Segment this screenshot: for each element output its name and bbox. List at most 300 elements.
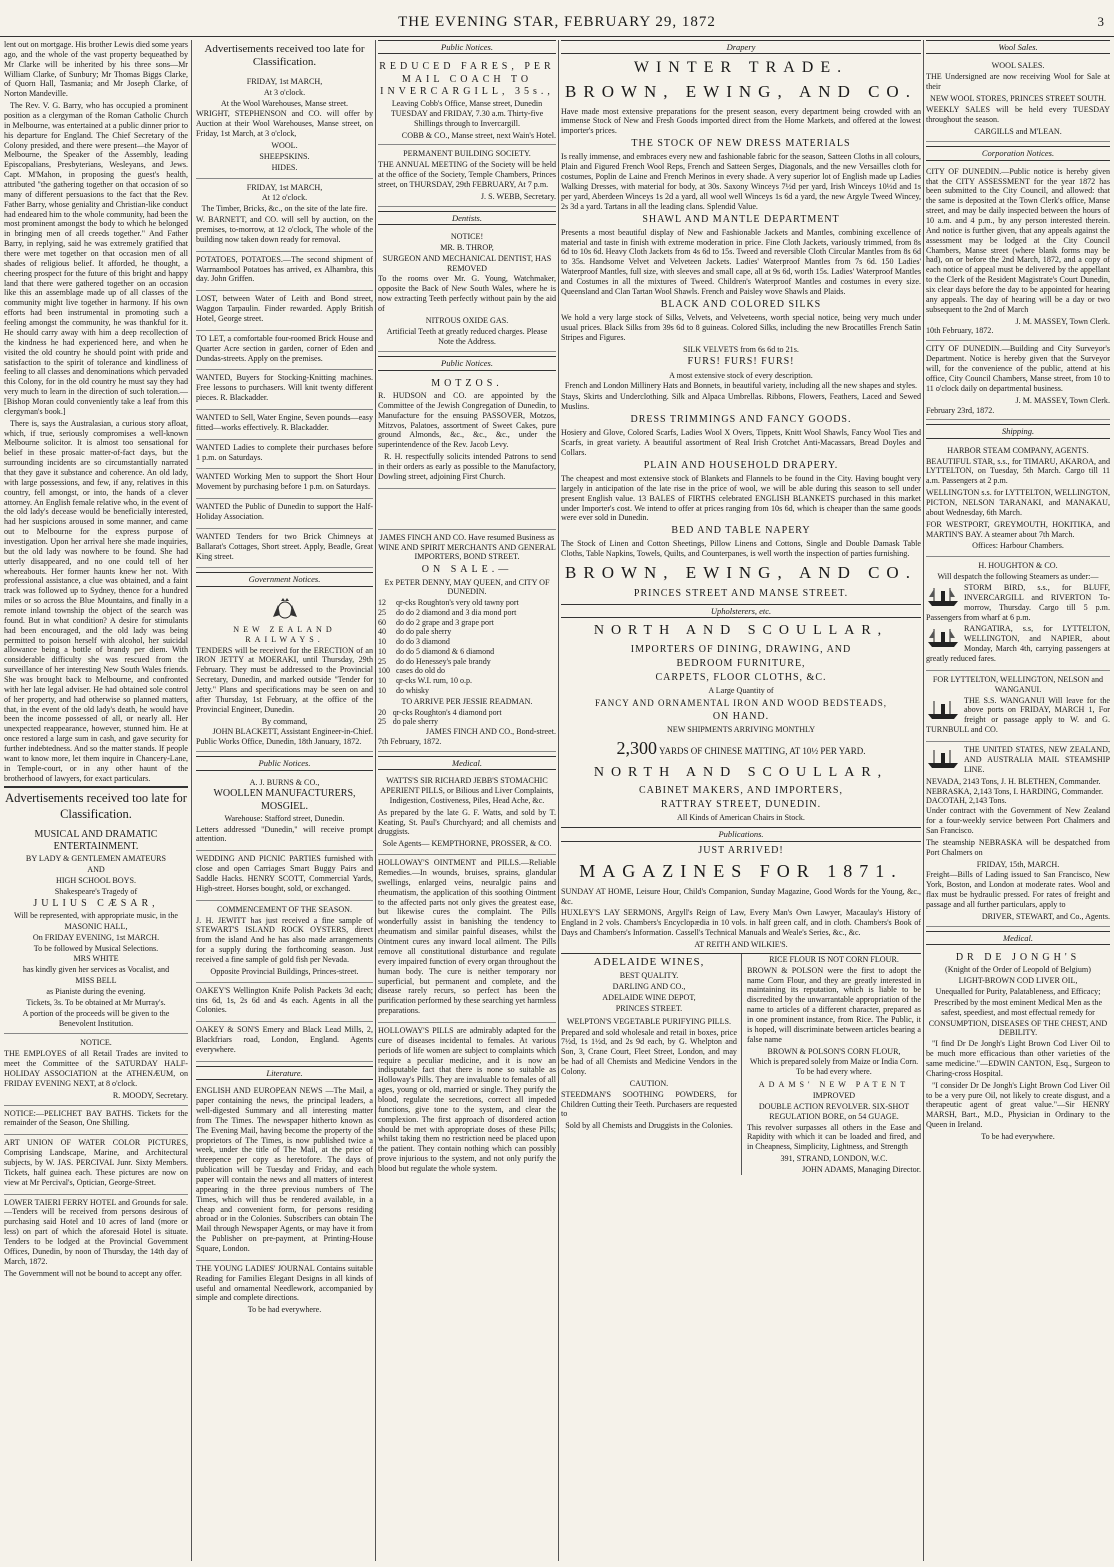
- steamship-icon: [926, 747, 960, 769]
- ad-text: To the rooms over Mr. G. Young, Watchmaker, opposite the Back of New South Wales, where he is now extracting Teeth perfectly without pain by the aid of: [378, 274, 556, 314]
- ad-line: Shakespeare's Tragedy of: [54, 886, 138, 896]
- steamship-icon: [926, 698, 960, 720]
- column-5: [926, 40, 1110, 1561]
- ad-text: SUNDAY AT HOME, Leisure Hour, Child's Companion, Sunday Magazine, Good Words for the Young, &c., &c.: [561, 886, 921, 906]
- ad-line: NITROUS OXIDE GAS.: [425, 315, 509, 325]
- classified-ad: [196, 440, 373, 470]
- ad-line: BROWN & POLSON'S CORN FLOUR,: [767, 1046, 901, 1056]
- ad-line: PRINCES STREET.: [615, 1003, 683, 1013]
- ad-subhead: DRESS TRIMMINGS AND FANCY GOODS.: [630, 413, 852, 425]
- classified-ad: [196, 252, 373, 292]
- column-rule: [923, 40, 924, 1561]
- section-header: Medical.: [926, 931, 1110, 945]
- table-cell: do pale sherry: [392, 717, 439, 727]
- ad-line: BEST QUALITY.: [619, 971, 679, 981]
- ad-text: Is really immense, and embraces every new and fashionable fabric for the season, Satteen Cloths in all colours, Plain and Figured French Wool Reps, French and Satteen Serges, Diagonals, and the new Versailles cloth for costumes, Poplin de Laine and French Merinos in every shade. A very superior lot of English made up Ladies Walking Dresses, with material for body, at 30s. Saxony Winceys 7½d per yard, Irish Winceys 10½d and 1s per yard, Aberdeen Winceys 1s 2d a yard, all wool well Winceys 1s 6d a yard, the new Argyle Tweed Wincey, 2s 3d a yard. Tartans in all the leading clans. Splendid Value.: [561, 152, 921, 211]
- ad-text: RANGATIRA, s.s, for LYTTELTON, WELLINGTON, and NAPIER, about Monday, March 4th, carrying passengers at greatly reduced fares.: [926, 624, 1110, 664]
- ad-line: Unequalled for Purity, Palatableness, and Efficacy;: [935, 986, 1101, 996]
- table-row: [378, 637, 556, 647]
- ad-text: ART UNION OF WATER COLOR PICTURES, Comprising Landscape, Marine, and Architectural subjects, by W. JAS. PERCIVAL Junr. Sixty Members. Tickets, half guinea each. These pictures are now on view at Mr Percival's, Optician, George-Street.: [4, 1138, 188, 1187]
- north-scoullar-title: NORTH AND SCOULLAR,: [593, 623, 889, 639]
- ad-text: Have made most extensive preparations for the present season, every department being crowded with an immense Stock of New and Fresh Goods imported direct from the Home Markets, and offered at the lowest importer's prices.: [561, 106, 921, 136]
- ad-signature: CARGILLS and M'LEAN.: [974, 126, 1062, 136]
- table-cell: cases do old do: [395, 666, 446, 676]
- section-header: Shipping.: [926, 424, 1110, 438]
- ad-text: CITY OF DUNEDIN.—Public notice is hereby given that the CITY ASSESSMENT for the year 1872 has been submitted to the City Council, and allowed: that the same is deposited at the Town Clerk's office, Manse street, and may be daily inspected between the hours of 10 a.m. and 4 p.m., by any person interested therein. And notice is further given, that any appeals against the assessment may be lodged at the City Council Chambers, Manse street (where blank forms may be had), on or before the 2nd March, 1872, and a copy of each notice of appeal must be delivered by the appellant to the Clerk of the Resident Magistrate's Court Dunedin, six clear days before the day to be appointed for hearing any appeals. The day of hearing will be a day or two subsequent to the 2nd of March: [926, 166, 1110, 314]
- ad-line: Warehouse: Stafford street, Dunedin.: [224, 813, 345, 823]
- ad-text: TENDERS will be received for the ERECTION of an IRON JETTY at MOERAKI, until Thursday, 29th February. They must be addressed to the Provincial Secretary, Dunedin, and marked outside "Tender for Jetty." Plans and specifications may be seen on and after Thursday, 1st February, at the office of the Provincial Engineer, Dunedin.: [196, 645, 373, 714]
- brown-ewing-title: BROWN, EWING, AND CO.: [565, 563, 917, 583]
- section-header: Dentists.: [378, 211, 556, 225]
- ad-line: CARPETS, FLOOR CLOTHS, &C.: [655, 671, 827, 683]
- ad-text: The Stock of Linen and Cotton Sheetings, Pillow Linens and Cottons, Single and Double Damask Table Cloths, Table Napkins, Towels, Quilts, and Counterpanes, is well worth the inspection of parties furnishing.: [561, 539, 921, 559]
- ad-text: THE YOUNG LADIES' JOURNAL Contains suitable Reading for Families Elegant Designs in all kinds of useful and ornamental Needlework, accompanied by simple and complete directions.: [196, 1263, 373, 1303]
- ad-text: BEAUTIFUL STAR, s.s., for TIMARU, AKAROA, and LYTTELTON, on Tuesday, 5th March. Cargo till 11 a.m. Passengers at 2 p.m.: [926, 456, 1110, 486]
- ad-signature: R. MOODY, Secretary.: [112, 1090, 188, 1100]
- ad-text: Stays, Skirts and Underclothing. Silk and Alpaca Umbrellas. Ribbons, Flowers, Feathers, Laced and Sewed Muslins.: [561, 392, 921, 412]
- pelichet-ad: [4, 1106, 188, 1136]
- ad-title: ADAMS' NEW PATENT: [758, 1080, 910, 1090]
- ad-line: WOOL.: [271, 140, 298, 150]
- wanganui-ad: [926, 671, 1110, 742]
- ad-text: WANTED Tenders for two Brick Chimneys at Ballarat's Cottages, Short street. Apply, Beadle, Great King street.: [196, 531, 373, 561]
- ad-text: STEEDMAN'S SOOTHING POWDERS, for Children Cutting their Teeth. Purchasers are requested to: [561, 1089, 737, 1119]
- ad-line: SURGEON AND MECHANICAL DENTIST, HAS REMOVED: [382, 253, 552, 273]
- ad-line: Offices: Harbour Chambers.: [972, 541, 1064, 551]
- ad-signature: JOHN ADAMS, Managing Director.: [802, 1165, 921, 1175]
- ad-signature: COBB & CO., Manse street, next Wain's Hotel.: [401, 130, 556, 140]
- ad-signature: JOHN BLACKETT, Assistant Engineer-in-Chief.: [212, 727, 373, 737]
- ad-text: LOWER TAIERI FERRY HOTEL and Grounds for sale.—Tenders will be received from persons desirous of purchasing said Hotel and 10 acres of land (more or less) on part of which the aforesaid Hotel is situate. Tenders to be lodged at the Provincial Government Offices, Dunedin, by noon of Thursday, the 14th day of March, 1872.: [4, 1197, 188, 1266]
- ad-title: H. HOUGHTON & CO.: [978, 561, 1058, 571]
- table-row: [378, 608, 556, 618]
- section-header: Public Notices.: [378, 356, 556, 370]
- column-3: [378, 40, 556, 1561]
- bottom-right: [742, 954, 921, 1175]
- ad-text: THE EMPLOYES of all Retail Trades are invited to meet the Committee of the SATURDAY HALF-HOLIDAY ASSOCIATION at the ATHENÆUM, on FRIDAY EVENING NEXT, at 8 o'clock.: [4, 1049, 188, 1088]
- table-cell: qr-cks Roughton's very old tawny port: [395, 598, 519, 608]
- ad-text: STORM BIRD, s.s., for BLUFF, INVERCARGILL and RIVERTON To-morrow, Thursday. Cargo till 5 p.m. Passengers from wharf at 6 p.m.: [926, 583, 1110, 622]
- ad-signature: J. M. MASSEY, Town Clerk.: [1015, 395, 1110, 405]
- ad-title: REDUCED FARES, PER MAIL COACH TO INVERCARGILL, 35s.,: [379, 61, 555, 97]
- motzos-ad: [378, 374, 556, 489]
- classified-ad: [196, 529, 373, 569]
- classified-ad: [196, 469, 373, 499]
- column-4: [561, 40, 921, 1561]
- ad-title: DR DE JONGH'S: [955, 952, 1081, 964]
- holloway-ad: [378, 855, 556, 1023]
- ad-line: JUST ARRIVED!: [698, 844, 784, 856]
- ad-text: THE UNITED STATES, NEW ZEALAND, AND AUSTRALIA MAIL STEAMSHIP LINE.: [964, 745, 1110, 774]
- ad-line: RATTRAY STREET, DUNEDIN.: [660, 799, 822, 811]
- ad-title: MR. B. THROP,: [440, 242, 494, 252]
- ad-line: as Pianiste during the evening.: [46, 986, 146, 996]
- ad-line: SHEEPSKINS.: [259, 151, 310, 161]
- section-header: Public Notices.: [196, 756, 373, 770]
- ad-line: Sole Agents— KEMPTHORNE, PROSSER, & CO.: [382, 839, 552, 849]
- ad-text: JAMES FINCH AND CO. Have resumed Business as WINE AND SPIRIT MERCHANTS AND GENERAL IMPORTERS, BOND STREET.: [378, 532, 556, 562]
- north-scoullar-title: NORTH AND SCOULLAR,: [593, 764, 889, 780]
- ad-text: "I find Dr De Jongh's Light Brown Cod Liver Oil to be much more efficacious than other varieties of the same medicine."—EDWIN CANTON, Esq., Surgeon to Charing-cross Hospital.: [926, 1039, 1110, 1078]
- ad-line: ON HAND.: [712, 710, 770, 722]
- ad-line: 10th February, 1872.: [926, 326, 994, 336]
- coach-ad: [378, 57, 556, 145]
- mail-line-ad: [926, 742, 1110, 927]
- table-cell: 25: [378, 717, 386, 727]
- article-paragraph: The Rev. V. G. Barry, who has occupied a prominent position as a clergyman of the Roman Catholic Church in Melbourne, was entertained at a public dinner prior to his departure for England. The Chief Secretary of the Colony presided, and there were present—the Mayor of Melbourne, the Speaker of the Assembly, leading Episcopalians, Presbyterians, Wesleyans, and Jews. Capt. M'Mahon, in proposing the guest's health, attributed "the gathering together on that occasion of so many of different persuasions to the fact that the Rev. Father Barry, whose geniality and Christian-like conduct had endeared him to the whole community, had been the most prominent amongst the body to which he belonged in bringing men of all creeds together." And Father Barry, in replying, said he was extremely gratified that there were met together on that occasion men of all shades of religious belief. It afforded, he thought, a cheering prospect for the future of this bright and happy land that there were gathered together on an occasion like this an assemblage made up of all classes of the community might live together in harmony. If his own efforts had been instrumental in promoting such a feeling amongst the community, he was thankful for it. He should carry away with him a deep recollection of the kindness he had experienced here, and when he visited the old country he should point with pride and satisfaction to the spirit of tolerance and kindliness of feeling to all classes and denominations which pervaded this Colony, for in the old country he must say they had very much to learn in the direction of such toleration.—[Bishop Moran could conveniently take a leaf from this clergyman's book.]: [4, 101, 188, 416]
- ad-title: NEW ZEALAND RAILWAYS.: [233, 624, 336, 644]
- ad-line: FRIDAY, 1st MARCH,: [246, 182, 323, 192]
- magazines-title: MAGAZINES FOR 1871.: [579, 860, 903, 881]
- ad-title: ADELAIDE WINES,: [593, 955, 705, 968]
- table-cell: qr-cks W.I. rum, 10 o.p.: [395, 676, 472, 686]
- ad-text: W. BARNETT, and CO. will sell by auction, on the premises, to-morrow, at 12 o'clock, The whole of the building now taken down ready for removal.: [196, 215, 373, 244]
- ad-line: At the Wool Warehouses, Manse street.: [220, 98, 349, 108]
- classified-ad: [196, 410, 373, 440]
- table-row: [378, 708, 556, 718]
- ad-line: NEW WOOL STORES, PRINCES STREET SOUTH.: [929, 93, 1107, 103]
- section-header: Corporation Notices.: [926, 146, 1110, 160]
- ad-line: To be had everywhere.: [247, 1305, 322, 1315]
- ad-line: CABINET MAKERS, AND IMPORTERS,: [639, 784, 843, 796]
- table-row: [378, 666, 556, 676]
- ad-line: HIDES.: [271, 162, 298, 172]
- ad-text: Freight—Bills of Lading issued to San Francisco, New York, Boston, and London at moderate rates. Wool and flax must be hydraulic pressed. For rates of freight and passage and all further particulars, apply to: [926, 870, 1110, 909]
- column-1: [4, 40, 188, 1561]
- table-cell: do do pale sherry: [395, 627, 452, 637]
- ad-title: RICE FLOUR IS NOT CORN FLOUR.: [769, 954, 899, 964]
- ad-line: NEVADA, 2143 Tons, J. H. BLETHEN, Commander.: [926, 776, 1101, 786]
- ad-line: Will despatch the following Steamers as under:—: [937, 572, 1099, 582]
- ad-subhead: THE STOCK OF NEW DRESS MATERIALS: [631, 138, 851, 150]
- ad-line: Prescribed by the most eminent Medical Men as the safest, speediest, and most effectual remedy for: [933, 997, 1103, 1017]
- ad-line: PRINCES STREET AND MANSE STREET.: [633, 587, 849, 599]
- ad-text: The steamship NEBRASKA will be despatched from Port Chalmers on: [926, 837, 1110, 857]
- ad-line: FRIDAY, 15th, MARCH.: [976, 859, 1060, 869]
- table-cell: 25: [378, 656, 386, 666]
- ad-title: FOR LYTTELTON, WELLINGTON, NELSON and WANGANUI.: [932, 674, 1104, 694]
- ad-text: Under contract with the Government of New Zealand for a four-weekly service between Port Chalmers and San Francisco.: [926, 806, 1110, 835]
- ad-line: (Knight of the Order of Leopold of Belgium): [945, 965, 1091, 975]
- wool-sales-ad: [926, 57, 1110, 142]
- arrive-table: [378, 708, 556, 728]
- ad-line: Will be represented, with appropriate music, in the: [14, 910, 178, 920]
- section-header: Upholsterers, etc.: [561, 604, 921, 618]
- ad-line: Public Works Office, Dunedin, 18th January, 1872.: [196, 737, 362, 747]
- ad-subhead: BLACK AND COLORED SILKS: [660, 298, 822, 310]
- table-cell: 10: [378, 646, 386, 656]
- table-cell: 100: [378, 666, 390, 676]
- column-2: [196, 40, 373, 1561]
- ad-text: WANTED the Public of Dunedin to support the Half-Holiday Association.: [196, 502, 373, 522]
- table-row: [378, 618, 556, 628]
- ad-line: Ex PETER DENNY, MAY QUEEN, and CITY OF DUNEDIN.: [384, 577, 550, 597]
- ad-line: TO ARRIVE PER JESSIE READMAN.: [401, 696, 533, 706]
- ad-line: February 23rd, 1872.: [926, 405, 995, 415]
- table-cell: 10: [378, 637, 386, 647]
- ad-text: WANTED to Sell, Water Engine, Seven pounds—easy fitted—works effectively. R. Blackadder.: [196, 413, 373, 432]
- ad-line: NOTICE!: [450, 232, 484, 242]
- bottom-left: [561, 954, 742, 1175]
- ad-text: THE ANNUAL MEETING of the Society will be held at the office of the Society, Temple Chambers, Princes street, on THURSDAY, 29th FEBRUARY, At 7 p.m.: [378, 160, 556, 189]
- ad-text: WEEKLY SALES will be held every TUESDAY throughout the season.: [926, 104, 1110, 124]
- steamship-icon: [926, 626, 960, 648]
- classified-ad: [196, 291, 373, 331]
- ad-text: The cheapest and most extensive stock of Blankets and Flannels to be found in the City. Having bought very largely in anticipation of the late rise in the price of wool, we will be able during this season to sell under present English value. 13 BALES of FIRTHS celebrated ENGLISH BLANKETS purchased in this market under Importer's cost. We intend to offer at prices ranging from 10s 6d, which is cheaper than the same goods were ever sold in Dunedin.: [561, 473, 921, 523]
- table-cell: do do 3 diamond: [395, 637, 450, 647]
- classified-ad: [196, 1022, 373, 1062]
- ad-line: AND: [87, 865, 105, 875]
- timber-auction-ad: [196, 179, 373, 252]
- masthead-title: THE EVENING STAR, FEBRUARY 29, 1872: [398, 14, 716, 30]
- dentist-ad: [378, 228, 556, 352]
- ad-text: WANTED, Buyers for Stocking-Knitting machines. Free lessons to purchasers. Will knit twenty different pieces. R. Blackadder.: [196, 373, 373, 403]
- ad-line: ADELAIDE WINE DEPOT,: [602, 992, 696, 1002]
- artunion-ad: [4, 1135, 188, 1194]
- ad-signature: J. S. WEBB, Secretary.: [480, 191, 556, 201]
- ad-line: DOUBLE ACTION REVOLVER. SIX-SHOT REGULATION BORE, on 54 GUAGE.: [758, 1101, 910, 1121]
- section-header: Public Notices.: [378, 40, 556, 54]
- table-cell: qr-cks Roughton's 4 diamond port: [392, 707, 502, 717]
- journal-ad: [196, 1261, 373, 1320]
- table-cell: do do 5 diamond & 6 diamond: [395, 646, 495, 656]
- ad-line: WOOLLEN MANUFACTURERS, MOSGIEL.: [213, 788, 356, 812]
- ad-line: SILK VELVETS from 6s 6d to 21s.: [683, 344, 799, 354]
- ad-text: HUXLEY'S LAY SERMONS, Argyll's Reign of Law, Every Man's Own Lawyer, Macaulay's History of England in 2 vols. Chambers's Encyclopædia in 10 vols. in half green calf, and in cloth. Chambers's Book of Days and Chambers's Information. Cassell's Technical Manuals and Weale's Series, &c., &c.: [561, 908, 921, 938]
- ad-text: HOLLOWAY'S OINTMENT and PILLS.—Reliable Remedies.—In wounds, bruises, sprains, glandular swellings, enlarged veins, neuralgic pains and rheumatism, the application of this soothing Ointment to the affected parts not only gives the greatest ease, but likewise cures the complaint. The Pills wonderfully assist in banishing the tendency to rheumatism and similar painful diseases, whilst the Ointment cures any inward local ailment. The Pills remove all constitutional disturbance and regulate every impaired function of every organ throughout the human body. The cure is neither temporary nor superficial, but permanent and complete, and the disease rarely recurs, so perfect has been the purification performed by these searching yet harmless preparations.: [378, 858, 556, 1016]
- ad-text: WRIGHT, STEPHENSON and CO. will offer by Auction at their Wool Warehouses, Manse street, on Friday, 1st March, at 3 o'clock,: [196, 109, 373, 139]
- ad-line: JULIUS CÆSAR,: [33, 897, 159, 909]
- ad-text: ENGLISH AND EUROPEAN NEWS —The Mail, a paper containing the news, the principal leaders, a well-digested Summary and all interesting matter from The Times. The newspaper hitherto known as The Evening Mail, having become the property of the proprietors of The Times, is now published twice a week, under the title of The Mail, at the price of threepence per copy as heretofore. The days of publication will be Tuesday and Friday, and each paper will contain the news and all matters of interest appearing in the three previous numbers of The Times, which will thus be rendered available, in a cheap and convenient form, for persons residing abroad or in the Colonies. Subscribers can obtain The Mail through Newspaper Agents, or may have it from the Publisher on pre-payment, at Printing-House Square, London.: [196, 1086, 373, 1254]
- ad-text: Letters addressed "Dunedin," will receive prompt attention.: [196, 824, 373, 844]
- ad-line: ON SALE.—: [421, 564, 513, 576]
- ad-text: CITY OF DUNEDIN.—Building and City Surveyor's Department. Notice is hereby given that the Surveyor will, for the convenience of the public, attend at his office, City Council Chambers, Manse street, from 10 to 11 o'clock daily on departmental business.: [926, 344, 1110, 393]
- ad-line: Artificial Teeth at greatly reduced charges. Please Note the Address.: [386, 326, 548, 346]
- ad-line: Opposite Provincial Buildings, Princes-street.: [210, 966, 359, 976]
- ad-text: POTATOES, POTATOES.—The second shipment of Warrnambool Potatoes has arrived, ex Alhambra, this day. John Griffen.: [196, 254, 373, 284]
- city-surveyor-ad: [926, 341, 1110, 420]
- ad-subhead: BED AND TABLE NAPERY: [671, 525, 811, 537]
- ad-subhead: PLAIN AND HOUSEHOLD DRAPERY.: [643, 459, 839, 471]
- table-row: [378, 647, 556, 657]
- section-header: Medical.: [378, 756, 556, 770]
- ad-line: At 3 o'clock.: [263, 87, 306, 97]
- matting-quantity: 2,300: [616, 737, 657, 758]
- ad-text: BROWN & POLSON were the first to adopt the name Corn Flour, and they are greatly interested in maintaining its reputation, which is liable to be discredited by the unwarrantable appropriation of the name to articles of a different character, prepared as in one prominent instance, from Rice. The Public, it is hoped, will discriminate between articles bearing a false name: [746, 965, 921, 1044]
- ad-line: HIGH SCHOOL BOYS.: [56, 876, 136, 886]
- table-cell: 12: [378, 598, 386, 608]
- classified-ad: [196, 331, 373, 371]
- table-row: [378, 627, 556, 637]
- ad-line: By command,: [261, 716, 308, 726]
- table-cell: 60: [378, 617, 386, 627]
- ad-line: Sold by all Chemists and Druggists in the Colonies.: [565, 1121, 733, 1131]
- ad-line: Tickets, 3s. To be obtained at Mr Murray's.: [26, 997, 166, 1007]
- ad-signature: JAMES FINCH AND CO., Bond-street.: [425, 727, 556, 737]
- ad-line: MISS BELL: [75, 976, 117, 986]
- article-paragraph: There is, says the Australasian, a curious story afloat, which, if true, seriously compromises a well-known Melbourne solicitor. It is almost too sensational for belief in these prosaic matter-of-fact days, but the surrounding incidents are so circumstantially narrated that they gave it substance and coherence. An old lady, with large possessions, and few, if any, relatives in this country, fell amongst, or into, the hands of a clever attorney. An English female relative who, in the event of the old lady's decease would be beneficially interested, had her suspicions aroused in some manner, and came out to Melbourne for the express purpose of investigation. Upon her arrival here she made inquiries, but the old lady was nowhere to be found. She had utterly disappeared, and no one could tell of her whereabouts. Her former haunts knew her not. With professional assistance, a clue was obtained, and a faint track was followed up to Sydney, thence for a hundred miles or so across the Blue Mountains, and finally in a remote inland township the object of the search was found. But in what condition? A desire for stimulants had been encouraged, and the old lady was being permitted to poison herself with alcohol, her suicidal allowance being a bottle of brandy per diem. With considerable difficulty she was rescued from the surveillance of her interesting New South Wales friends. She was brought back to Melbourne, and confronted with her late legal adviser. He had obtained sole control of her property, and had otherwise so planned matters, that, in the event of the old lady's death, he would have been the income possessed of all, or nearly all. Her unexpected reappearance, however, stunned him. He at once restored a large sum in cash, and gave security for further indebtedness. And so the matter stands. If people want to know more, let them inquire in Chancery-Lane, in Temple-court, or in any other haunt of the brotherhood of lawyers, for exact particulars.: [4, 418, 188, 783]
- ad-line: 7th February, 1872.: [378, 736, 442, 746]
- ad-line: 391, STRAND, LONDON, W.C.: [780, 1154, 888, 1164]
- ad-line: LIGHT-BROWN COD LIVER OIL,: [958, 976, 1078, 986]
- wool-auction-ad: [196, 73, 373, 179]
- ad-text: As prepared by the late G. F. Watts, and sold by T. Keating, St. Paul's Churchyard; and all chemists and druggists.: [378, 807, 556, 837]
- page-number: 3: [1097, 14, 1104, 29]
- ad-line: At 12 o'clock.: [261, 193, 308, 203]
- ad-subhead: SHAWL AND MANTLE DEPARTMENT: [642, 213, 840, 225]
- classified-ad: [196, 499, 373, 529]
- section-header: Wool Sales.: [926, 40, 1110, 54]
- ad-title: PERMANENT BUILDING SOCIETY.: [403, 149, 531, 159]
- ad-text: TO LET, a comfortable four-roomed Brick House and Quarter Acre section in garden, corner of Eden and Dundas-streets. Apply on the premises.: [196, 333, 373, 363]
- ad-title: MOTZOS.: [431, 377, 503, 389]
- harbor-ad: [926, 442, 1110, 558]
- ad-line: French and London Millinery Hats and Bonnets, in beautiful variety, including all the new shapes and styles.: [564, 381, 918, 391]
- ad-text: WEDDING AND PICNIC PARTIES furnished with close and open Carriages Smart Buggy Pairs and Saddle Hacks. HENRY SCOTT, Commercial Yards, High-street. Horses bought, sold, or exchanged.: [196, 854, 373, 893]
- table-row: [378, 717, 556, 727]
- table-row: [378, 676, 556, 686]
- ad-line: To be had everywhere.: [981, 1131, 1055, 1141]
- city-assessment-ad: [926, 164, 1110, 342]
- ad-signature: J. M. MASSEY, Town Clerk.: [1015, 316, 1110, 326]
- ad-line: has kindly given her services as Vocalist, and: [22, 965, 170, 975]
- ad-line: MASONIC HALL,: [64, 921, 128, 931]
- ad-line: DACOTAH, 2,143 Tons.: [926, 796, 1007, 806]
- wine-merchant-ad: [378, 529, 556, 752]
- ad-text: The Government will not be bound to accept any offer.: [4, 1268, 182, 1278]
- musical-ad: [4, 825, 188, 1034]
- brown-ewing-title: BROWN, EWING, AND CO.: [565, 81, 917, 101]
- ad-text: R. HUDSON and CO. are appointed by the Committee of the Jewish Congregation of Dunedin, to Manufacture for the ensuing PASSOVER, Motzos, Mitzvos, Palatoes, assortment of Sweet Cakes, pure ground Almonds, &c., &c., &c., under the superintendence of the Rev. Jacob Levy.: [378, 391, 556, 450]
- ad-title: NOTICE.: [80, 1038, 112, 1048]
- ad-text: HOLLOWAY'S PILLS are admirably adapted for the cure of diseases incidental to females. At various periods of life women are subject to complaints which require a peculiar medicine, and it is now an indisputable fact that there is none so suitable as Holloway's Pills. They are invaluable to females of all ages, young or old, married or single. They purify the blood, regulate the secretions, correct all impeded functions, give tone to the system, and clear the complexion. The first approach of disordered action should be met with appropriate doses of these Pills; whilst taking them no restriction need be placed upon the patient. They contain nothing which can possibly prove injurious to the system, and not only purify the blood but regulate the whole system.: [378, 1025, 556, 1173]
- ad-text: J. H. JEWITT has just received a fine sample of STEWART'S ISLAND ROCK OYSTERS, direct from the island And he has also made arrangements for a supply during the forthcoming season. Just received a fine sample of gold fish per Nevada.: [196, 915, 373, 965]
- classified-ad: [196, 983, 373, 1023]
- section-header: Literature.: [196, 1066, 373, 1080]
- table-cell: do do 2 grape and 3 grape port: [395, 617, 494, 627]
- ad-line: DARLING AND CO.,: [612, 982, 686, 992]
- table-cell: do do 2 diamond and 3 dia mond port: [395, 607, 517, 617]
- houghton-ad: [926, 557, 1110, 671]
- royal-crest-icon: [270, 597, 300, 621]
- ad-line: IMPROVED: [812, 1091, 856, 1101]
- ad-title: COMMENCEMENT OF THE SEASON.: [216, 904, 353, 914]
- winter-trade-title: WINTER TRADE.: [633, 59, 849, 77]
- table-cell: 25: [378, 607, 386, 617]
- oysters-ad: [196, 901, 373, 983]
- section-header: Advertisements received too late for Classification.: [4, 786, 188, 822]
- ad-title: HARBOR STEAM COMPANY, AGENTS.: [947, 445, 1089, 455]
- building-society-ad: [378, 145, 556, 206]
- section-header: Government Notices.: [196, 572, 373, 586]
- ad-text: "I consider Dr De Jongh's Light Brown Cod Liver Oil to be a very pure Oil, not likely to create disgust, and a therapeutic agent of great value."—Sir HENRY MARSH, Bart., M.D., Physician in Ordinary to the Queen in Ireland.: [926, 1080, 1110, 1130]
- ad-line: Which is prepared solely from Maize or India Corn. To be had every where.: [749, 1057, 919, 1077]
- ad-text: OAKEY'S Wellington Knife Polish Packets 3d each; tins 6d, 1s, 2s 6d and 4s each. Agents in all the Colonies.: [196, 985, 373, 1015]
- ad-line: The Timber, Bricks, &c., on the site of the late fire.: [201, 204, 368, 214]
- ad-line: BY LADY & GENTLEMEN AMATEURS: [25, 854, 167, 864]
- ad-text: THE Undersigned are now receiving Wool for Sale at their: [926, 72, 1110, 92]
- ad-text: Prepared and sold wholesale and retail in boxes, price 7½d, 1s 1½d, and 2s 9d each, by G. Whelpton and Son, 3, Crane Court, Fleet Street, London, and may be had of all Chemists and Medicine Vendors in the Colony.: [561, 1027, 737, 1076]
- classified-ad: [196, 370, 373, 410]
- ad-text: OAKEY & SON'S Emery and Black Lead Mills, 2, Blackfriars road, London, England. Agents everywhere.: [196, 1025, 373, 1055]
- ad-title: WELPTON'S VEGETABLE PURIFYING PILLS.: [566, 1016, 732, 1026]
- ad-text: WATTS'S SIR RICHARD JEBB'S STOMACHIC APERIENT PILLS, or Bilious and Liver Complaints, Indigestion, Costiveness, Piles, Head Ache, &c.: [380, 776, 554, 805]
- table-cell: 40: [378, 627, 386, 637]
- ad-line: IMPORTERS OF DINING, DRAWING, AND: [630, 643, 852, 655]
- ad-line: A portion of the proceeds will be given to the Benevolent Institution.: [22, 1008, 170, 1028]
- ad-line: BEDROOM FURNITURE,: [676, 657, 806, 669]
- ad-text: THE S.S. WANGANUI Will leave for the above ports on FRIDAY, MARCH 1, For freight or passage apply to W. and G. TURNBULL and CO.: [926, 695, 1110, 735]
- section-header: Advertisements received too late for Classification.: [204, 43, 365, 69]
- matting-text: YARDS OF CHINESE MATTING, AT 10½ PER YARD.: [659, 745, 866, 756]
- ad-text: WANTED Working Men to support the Short Hour Movement by purchasing before 1 p.m. on Saturdays.: [196, 472, 373, 492]
- ad-text: WANTED Ladies to complete their purchases before 1 p.m. on Saturdays.: [196, 442, 373, 462]
- ad-line: FANCY AND ORNAMENTAL IRON AND WOOD BEDSTEADS,: [594, 697, 888, 708]
- ad-text: NOTICE:—PELICHET BAY BATHS. Tickets for the remainder of the Season, One Shilling.: [4, 1108, 188, 1128]
- ad-line: All Kinds of American Chairs in Stock.: [677, 813, 805, 823]
- table-row: [378, 657, 556, 667]
- ad-text: WELLINGTON s.s. for LYTTELTON, WELLINGTON, PICTON, NELSON TARANAKI, and MANAKAU, about Wednesday, 6th March.: [926, 488, 1110, 517]
- ad-line: NEBRASKA, 2,143 Tons, I. HARDING, Commander.: [926, 786, 1104, 796]
- ad-line: CAUTION.: [629, 1078, 669, 1088]
- ad-title: WOOL SALES.: [991, 61, 1045, 71]
- ad-line: On FRIDAY EVENING, 1st MARCH.: [32, 932, 160, 942]
- holloway-ad: [378, 1023, 556, 1180]
- ad-signature: DRIVER, STEWART, and Co., Agents.: [981, 911, 1110, 921]
- article-paragraph: lent out on mortgage. His brother Lewis died some years ago, and the whole of the vast property bequeathed by Mr Clarke will be inherited by his three sons—Mr William Clarke, of Sunbury; Mr Thomas Biggs Clarke, of Quorn Hall, Tasmania; and Mr Joseph Clarke, of Norton Mandeville.: [4, 40, 188, 99]
- matting-line: [561, 738, 921, 760]
- sale-table: [378, 598, 556, 696]
- classified-ad: [196, 851, 373, 900]
- ad-text: We hold a very large stock of Silks, Velvets, and Velveteens, worth special notice, being very much under usual prices. Black Silks from 39s 6d to 8 guineas. Colored Silks, including the new Brocatilles French Satin Stripes and Figures.: [561, 312, 921, 342]
- ad-subhead: FURS! FURS! FURS!: [687, 356, 795, 368]
- ad-text: LOST, between Water of Leith and Bond street, Waggon Tarpaulin. Finder rewarded. Apply British Hotel, George street.: [196, 294, 373, 323]
- column-rule: [191, 40, 192, 1561]
- ad-text: R. H. respectfully solicits intended Patrons to send in their orders as early as possible to the Manufactory, Dowling street, adjoining First Church.: [378, 452, 556, 481]
- ad-title: MUSICAL AND DRAMATIC ENTERTAINMENT.: [34, 828, 158, 853]
- table-cell: 10: [378, 676, 386, 686]
- table-row: [378, 686, 556, 696]
- ad-line: FRIDAY, 1st MARCH,: [246, 76, 323, 86]
- table-cell: do whisky: [395, 685, 430, 695]
- ad-line: AT REITH AND WILKIE'S.: [694, 940, 788, 949]
- ad-line: MRS WHITE: [73, 954, 119, 964]
- cod-liver-oil-ad: [926, 948, 1110, 1147]
- ad-line: CONSUMPTION, DISEASES OF THE CHEST, AND DEBILITY.: [928, 1018, 1108, 1038]
- ad-text: Leaving Cobb's Office, Manse street, Dunedin TUESDAY and FRIDAY, 7.30 a.m. Thirty-five Shillings through to Invercargill.: [390, 98, 544, 128]
- steamship-icon: [926, 585, 960, 607]
- ad-line: To be followed by Musical Selections.: [33, 943, 159, 953]
- pills-ad: [378, 773, 556, 855]
- ad-line: NEW SHIPMENTS ARRIVING MONTHLY: [666, 725, 816, 735]
- column-rule: [558, 40, 559, 1561]
- ad-title: A. J. BURNS & CO.,: [249, 777, 320, 787]
- table-row: [378, 598, 556, 608]
- woollen-ad: [196, 774, 373, 852]
- ad-line: A most extensive stock of every description.: [669, 370, 813, 380]
- column-rule: [375, 40, 376, 1561]
- ad-line: A Large Quantity of: [708, 686, 774, 696]
- railways-ad: [196, 590, 373, 752]
- table-cell: 10: [378, 685, 386, 695]
- ad-text: Hosiery and Glove, Colored Scarfs, Ladies Wool X Overs, Tippets, Knitt Wool Shawls, Fancy Wool Ties and Scarfs, in great variety. A beautiful assortment of Real Irish Crotchet Anti-Macassars, Bread Doyles and Collars.: [561, 428, 921, 457]
- news-ad: [196, 1083, 373, 1261]
- section-header: Publications.: [561, 827, 921, 841]
- bottom-split: [561, 953, 921, 1175]
- table-cell: do do Henessey's pale brandy: [395, 656, 491, 666]
- masthead: [0, 0, 1114, 37]
- ad-text: This revolver surpasses all others in the Ease and Rapidity with which it can be loaded and fired, and in Cheapness, Simplicity, Lightness, and Strength: [746, 1122, 921, 1152]
